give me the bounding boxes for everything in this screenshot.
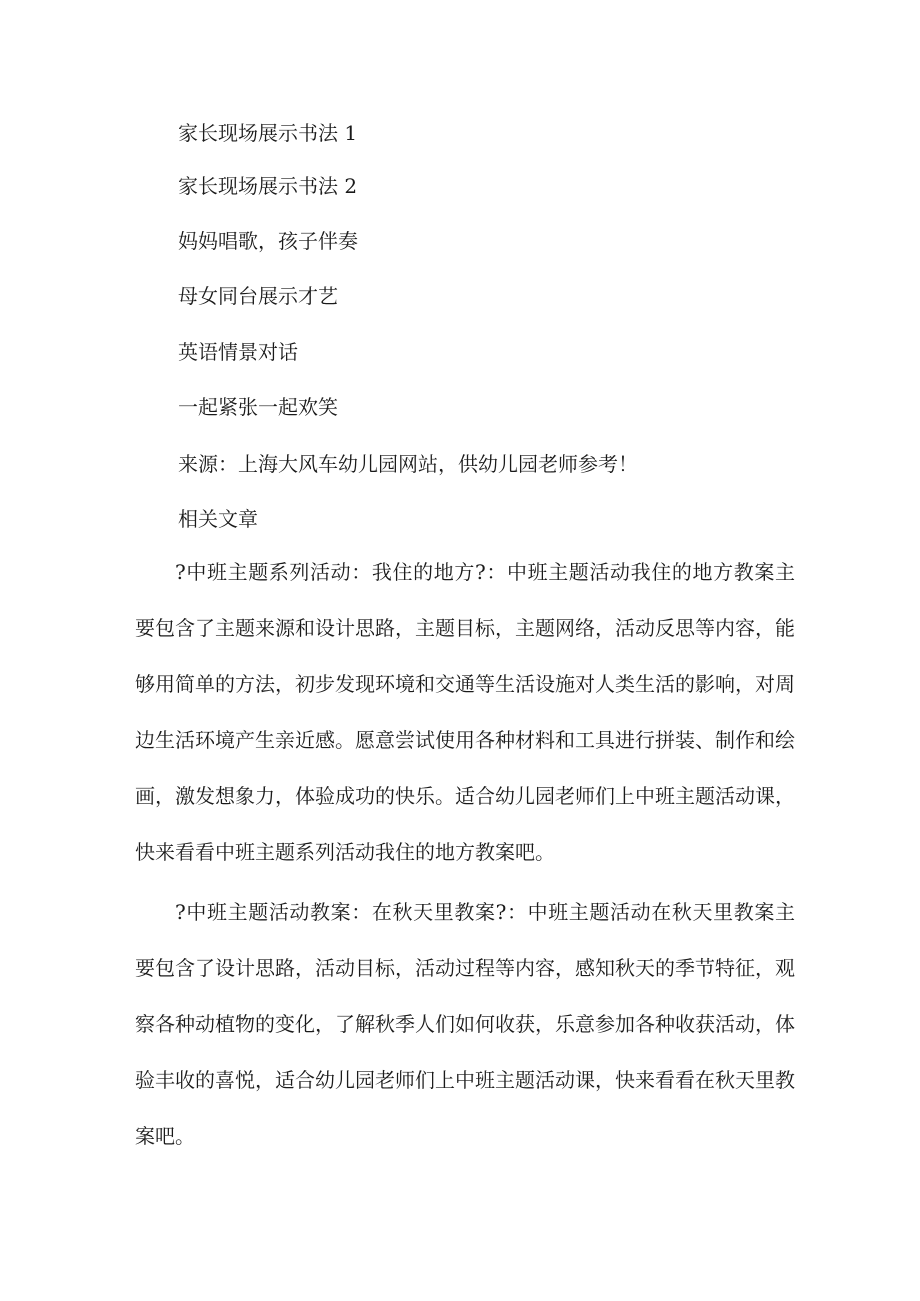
caption-calligraphy-1: 家长现场展示书法 1 bbox=[178, 121, 358, 145]
caption-mother-singing: 妈妈唱歌，孩子伴奏 bbox=[178, 229, 358, 253]
related-article-2: ?中班主题活动教案：在秋天里教案?：中班主题活动在秋天里教案主要包含了设计思路，活动目标，活动过程等内容，感知秋天的季节特征，观察各种动植物的变化，了解秋季人们如何收获，乐意参加各种收获活动，体验丰收的喜悦，适合幼儿园老师们上中班主题活动课，快来看看在秋天里教案吧。 bbox=[135, 900, 795, 1148]
caption-english-dialogue: 英语情景对话 bbox=[178, 340, 298, 364]
related-articles-heading: 相关文章 bbox=[178, 507, 258, 531]
source-note: 来源：上海大风车幼儿园网站，供幼儿园老师参考！ bbox=[178, 452, 638, 476]
caption-calligraphy-2: 家长现场展示书法 2 bbox=[178, 174, 358, 198]
caption-mother-daughter: 母女同台展示才艺 bbox=[178, 284, 338, 308]
related-article-1: ?中班主题系列活动：我住的地方?：中班主题活动我住的地方教案主要包含了主题来源和设计思路，主题目标，主题网络，活动反思等内容，能够用简单的方法，初步发现环境和交通等生活设施对人类生活的影响，对周边生活环境产生亲近感。愿意尝试使用各种材料和工具进行拼装、制作和绘画，激发想象力，体验成功的快乐。适合幼儿园老师们上中班主题活动课，快来看看中班主题系列活动我住的地方教案吧。 bbox=[135, 560, 795, 864]
caption-nervous-laughing: 一起紧张一起欢笑 bbox=[178, 395, 338, 419]
